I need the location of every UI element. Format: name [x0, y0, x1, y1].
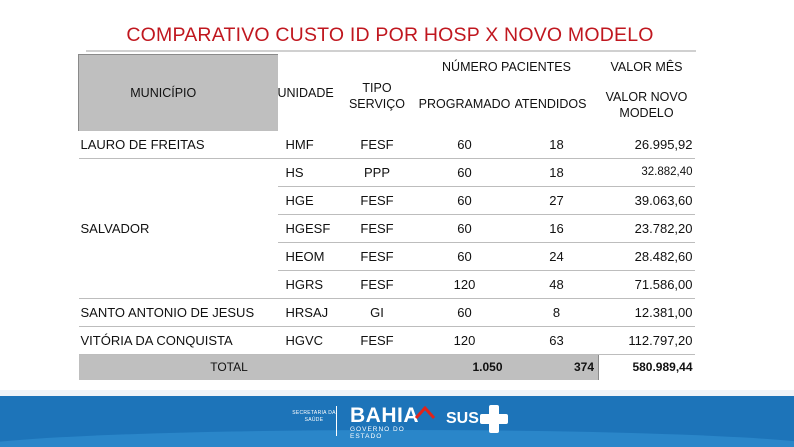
cell-programado: 120	[415, 270, 515, 298]
page-title: COMPARATIVO CUSTO ID POR HOSP X NOVO MODELO	[126, 24, 654, 46]
sus-cross-icon	[480, 404, 508, 434]
secretaria-saude-logo	[292, 406, 337, 436]
secretaria-line2: SAÚDE	[304, 417, 324, 423]
cell-valor: 26.995,92	[599, 131, 695, 159]
cell-valor: 71.586,00	[599, 270, 695, 298]
total-programado: 1.050	[472, 360, 503, 374]
secretaria-line1: SECRETARIA DA	[292, 410, 336, 416]
cell-tipo: PPP	[340, 158, 415, 186]
cell-unidade: HMF	[278, 131, 340, 159]
total-valor-cell	[599, 354, 695, 380]
title-underline	[86, 50, 696, 52]
bahia-wordmark: BAHIA	[350, 404, 419, 427]
header-tipo-label: TIPO	[362, 80, 392, 95]
sus-wordmark: SUS	[446, 410, 479, 427]
cell-atendidos: 24	[515, 242, 599, 270]
header-atendidos	[515, 79, 599, 131]
cell-tipo: FESF	[340, 326, 415, 354]
cell-atendidos: 18	[515, 131, 599, 159]
cell-unidade: HGESF	[278, 214, 340, 242]
cell-valor: 23.782,20	[599, 214, 695, 242]
cell-unidade: HGE	[278, 186, 340, 214]
cell-programado: 60	[415, 131, 515, 159]
bahia-flag-icon	[414, 406, 436, 420]
header-valor-novo-label: VALOR NOVO	[605, 89, 688, 104]
governo-do-estado: GOVERNO DO ESTADO	[350, 426, 405, 440]
cell-atendidos: 63	[515, 326, 599, 354]
cell-valor: 112.797,20	[599, 326, 695, 354]
header-atendidos-label: ATENDIDOS	[514, 96, 587, 111]
cell-tipo: FESF	[340, 242, 415, 270]
cell-municipio: VITÓRIA DA CONQUISTA	[79, 326, 278, 354]
cell-tipo: FESF	[340, 186, 415, 214]
cell-tipo: FESF	[340, 270, 415, 298]
header-programado	[415, 79, 515, 131]
header-tipo-servico	[340, 55, 415, 131]
header-programado-label: PROGRAMADO	[418, 96, 511, 111]
cell-valor: 12.381,00	[599, 298, 695, 326]
header-valor-mes-label: VALOR MÊS	[610, 59, 683, 74]
cell-programado: 120	[415, 326, 515, 354]
cell-tipo: GI	[340, 298, 415, 326]
cell-atendidos: 16	[515, 214, 599, 242]
cell-valor: 32.882,40	[599, 158, 695, 186]
cell-programado: 60	[415, 186, 515, 214]
cell-valor: 39.063,60	[599, 186, 695, 214]
cell-atendidos: 48	[515, 270, 599, 298]
cell-valor: 28.482,60	[599, 242, 695, 270]
table-row	[79, 298, 695, 326]
cell-unidade: HS	[278, 158, 340, 186]
cost-comparison-table	[78, 54, 695, 380]
header-numero-pacientes	[415, 55, 599, 79]
header-unidade	[278, 55, 340, 131]
total-atendidos: 374	[573, 360, 595, 374]
cell-atendidos: 8	[515, 298, 599, 326]
cell-programado: 60	[415, 214, 515, 242]
sus-logo	[446, 402, 508, 436]
header-modelo-label: MODELO	[619, 105, 674, 120]
cell-unidade: HGRS	[278, 270, 340, 298]
cell-unidade: HGVC	[278, 326, 340, 354]
total-spacer	[340, 354, 415, 380]
total-row	[79, 354, 695, 380]
header-valor-mes	[599, 55, 695, 79]
header-municipio-label: MUNICÍPIO	[130, 85, 197, 100]
header-municipio	[79, 55, 278, 131]
table-row	[79, 326, 695, 354]
cell-tipo: FESF	[340, 131, 415, 159]
cell-unidade: HRSAJ	[278, 298, 340, 326]
table-row	[79, 158, 695, 186]
cell-municipio: SANTO ANTONIO DE JESUS	[79, 298, 278, 326]
cell-tipo: FESF	[340, 214, 415, 242]
cell-programado: 60	[415, 242, 515, 270]
header-servico-label: SERVIÇO	[348, 96, 406, 111]
header-numero-pacientes-label: NÚMERO PACIENTES	[442, 59, 571, 74]
cell-municipio: SALVADOR	[79, 158, 278, 298]
total-label: TOTAL	[79, 354, 340, 380]
cell-programado: 60	[415, 298, 515, 326]
header-unidade-label: UNIDADE	[277, 85, 334, 100]
header-valor-novo-modelo	[599, 79, 695, 131]
total-programado-cell	[415, 354, 515, 380]
cell-atendidos: 27	[515, 186, 599, 214]
cell-unidade: HEOM	[278, 242, 340, 270]
footer-top-band	[0, 390, 794, 396]
total-atendidos-cell	[515, 354, 599, 380]
cell-municipio: LAURO DE FREITAS	[79, 131, 278, 159]
table-row	[79, 131, 695, 159]
total-valor: 580.989,44	[632, 360, 693, 374]
cell-programado: 60	[415, 158, 515, 186]
cell-atendidos: 18	[515, 158, 599, 186]
bahia-governo-logo	[344, 404, 436, 440]
